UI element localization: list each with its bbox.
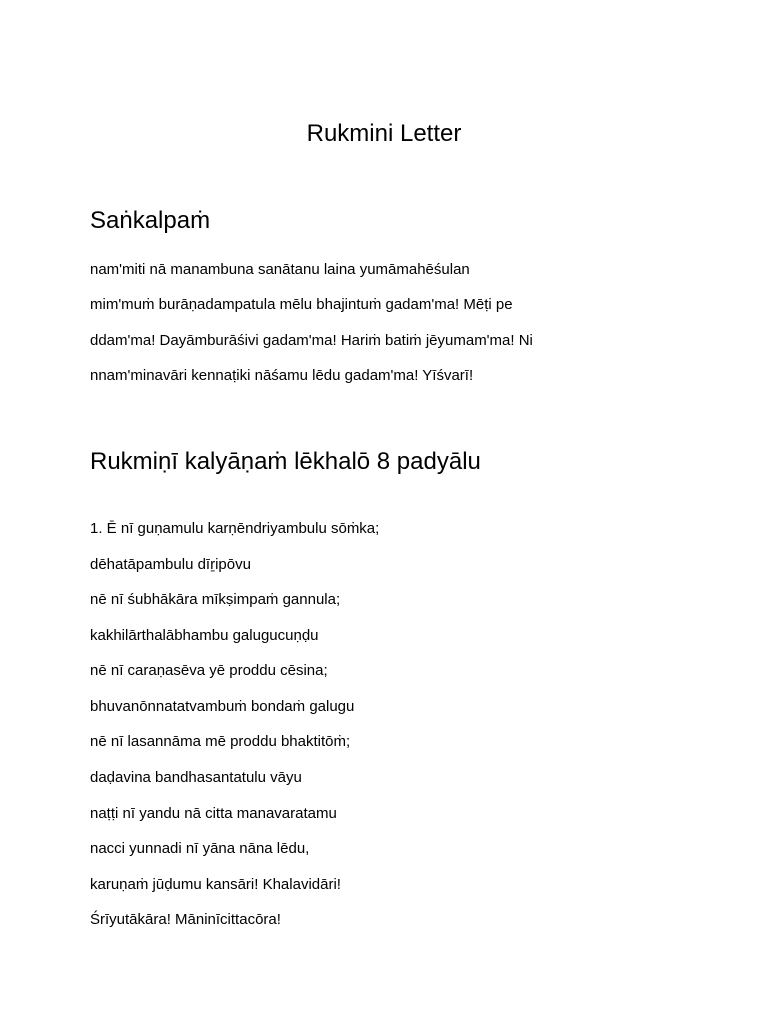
verse-line: 1. Ē nī guṇamulu karṇēndriyambulu sōṁka;: [90, 520, 380, 537]
verse-line: nē nī śubhākāra mīkṣimpaṁ gannula;: [90, 591, 341, 608]
verse-line: kakhilārthalābhambu galugucuṇḍu: [90, 627, 319, 644]
section-heading-sankalpam: Saṅkalpaṁ: [90, 207, 211, 234]
verse-line: daḍavina bandhasantatulu vāyu: [90, 769, 302, 786]
verse-line: nē nī caraṇasēva yē proddu cēsina;: [90, 662, 328, 679]
document-title: Rukmini Letter: [306, 120, 462, 147]
verse-line: nacci yunnadi nī yāna nāna lēdu,: [90, 840, 310, 857]
verse-line: naṭṭi nī yandu nā citta manavaratamu: [90, 805, 337, 822]
verse-line: karuṇaṁ jūḍumu kansāri! Khalavidāri!: [90, 876, 341, 893]
text-line: nnam'minavāri kennaṭiki nāśamu lēdu gadam'ma! Yīśvarī!: [90, 367, 474, 384]
text-line: ddam'ma! Dayāmburāśivi gadam'ma! Hariṁ batiṁ jēyumam'ma! Ni: [90, 332, 533, 349]
section-heading-padyalu: Rukmiṇī kalyāṇaṁ lēkhalō 8 padyālu: [90, 448, 481, 475]
verse-line: Śrīyutākāra! Māninīcittacōra!: [90, 911, 281, 928]
verse-line: nē nī lasannāma mē proddu bhaktitōṁ;: [90, 733, 351, 750]
verse-line: dēhatāpambulu dīṟipōvu: [90, 556, 251, 573]
text-line: nam'miti nā manambuna sanātanu laina yumāmahēśulan: [90, 261, 470, 278]
text-line: mim'muṁ burāṇadampatula mēlu bhajintuṁ gadam'ma! Mēṭi pe: [90, 296, 513, 313]
verse-line: bhuvanōnnatatvambuṁ bondaṁ galugu: [90, 698, 355, 715]
